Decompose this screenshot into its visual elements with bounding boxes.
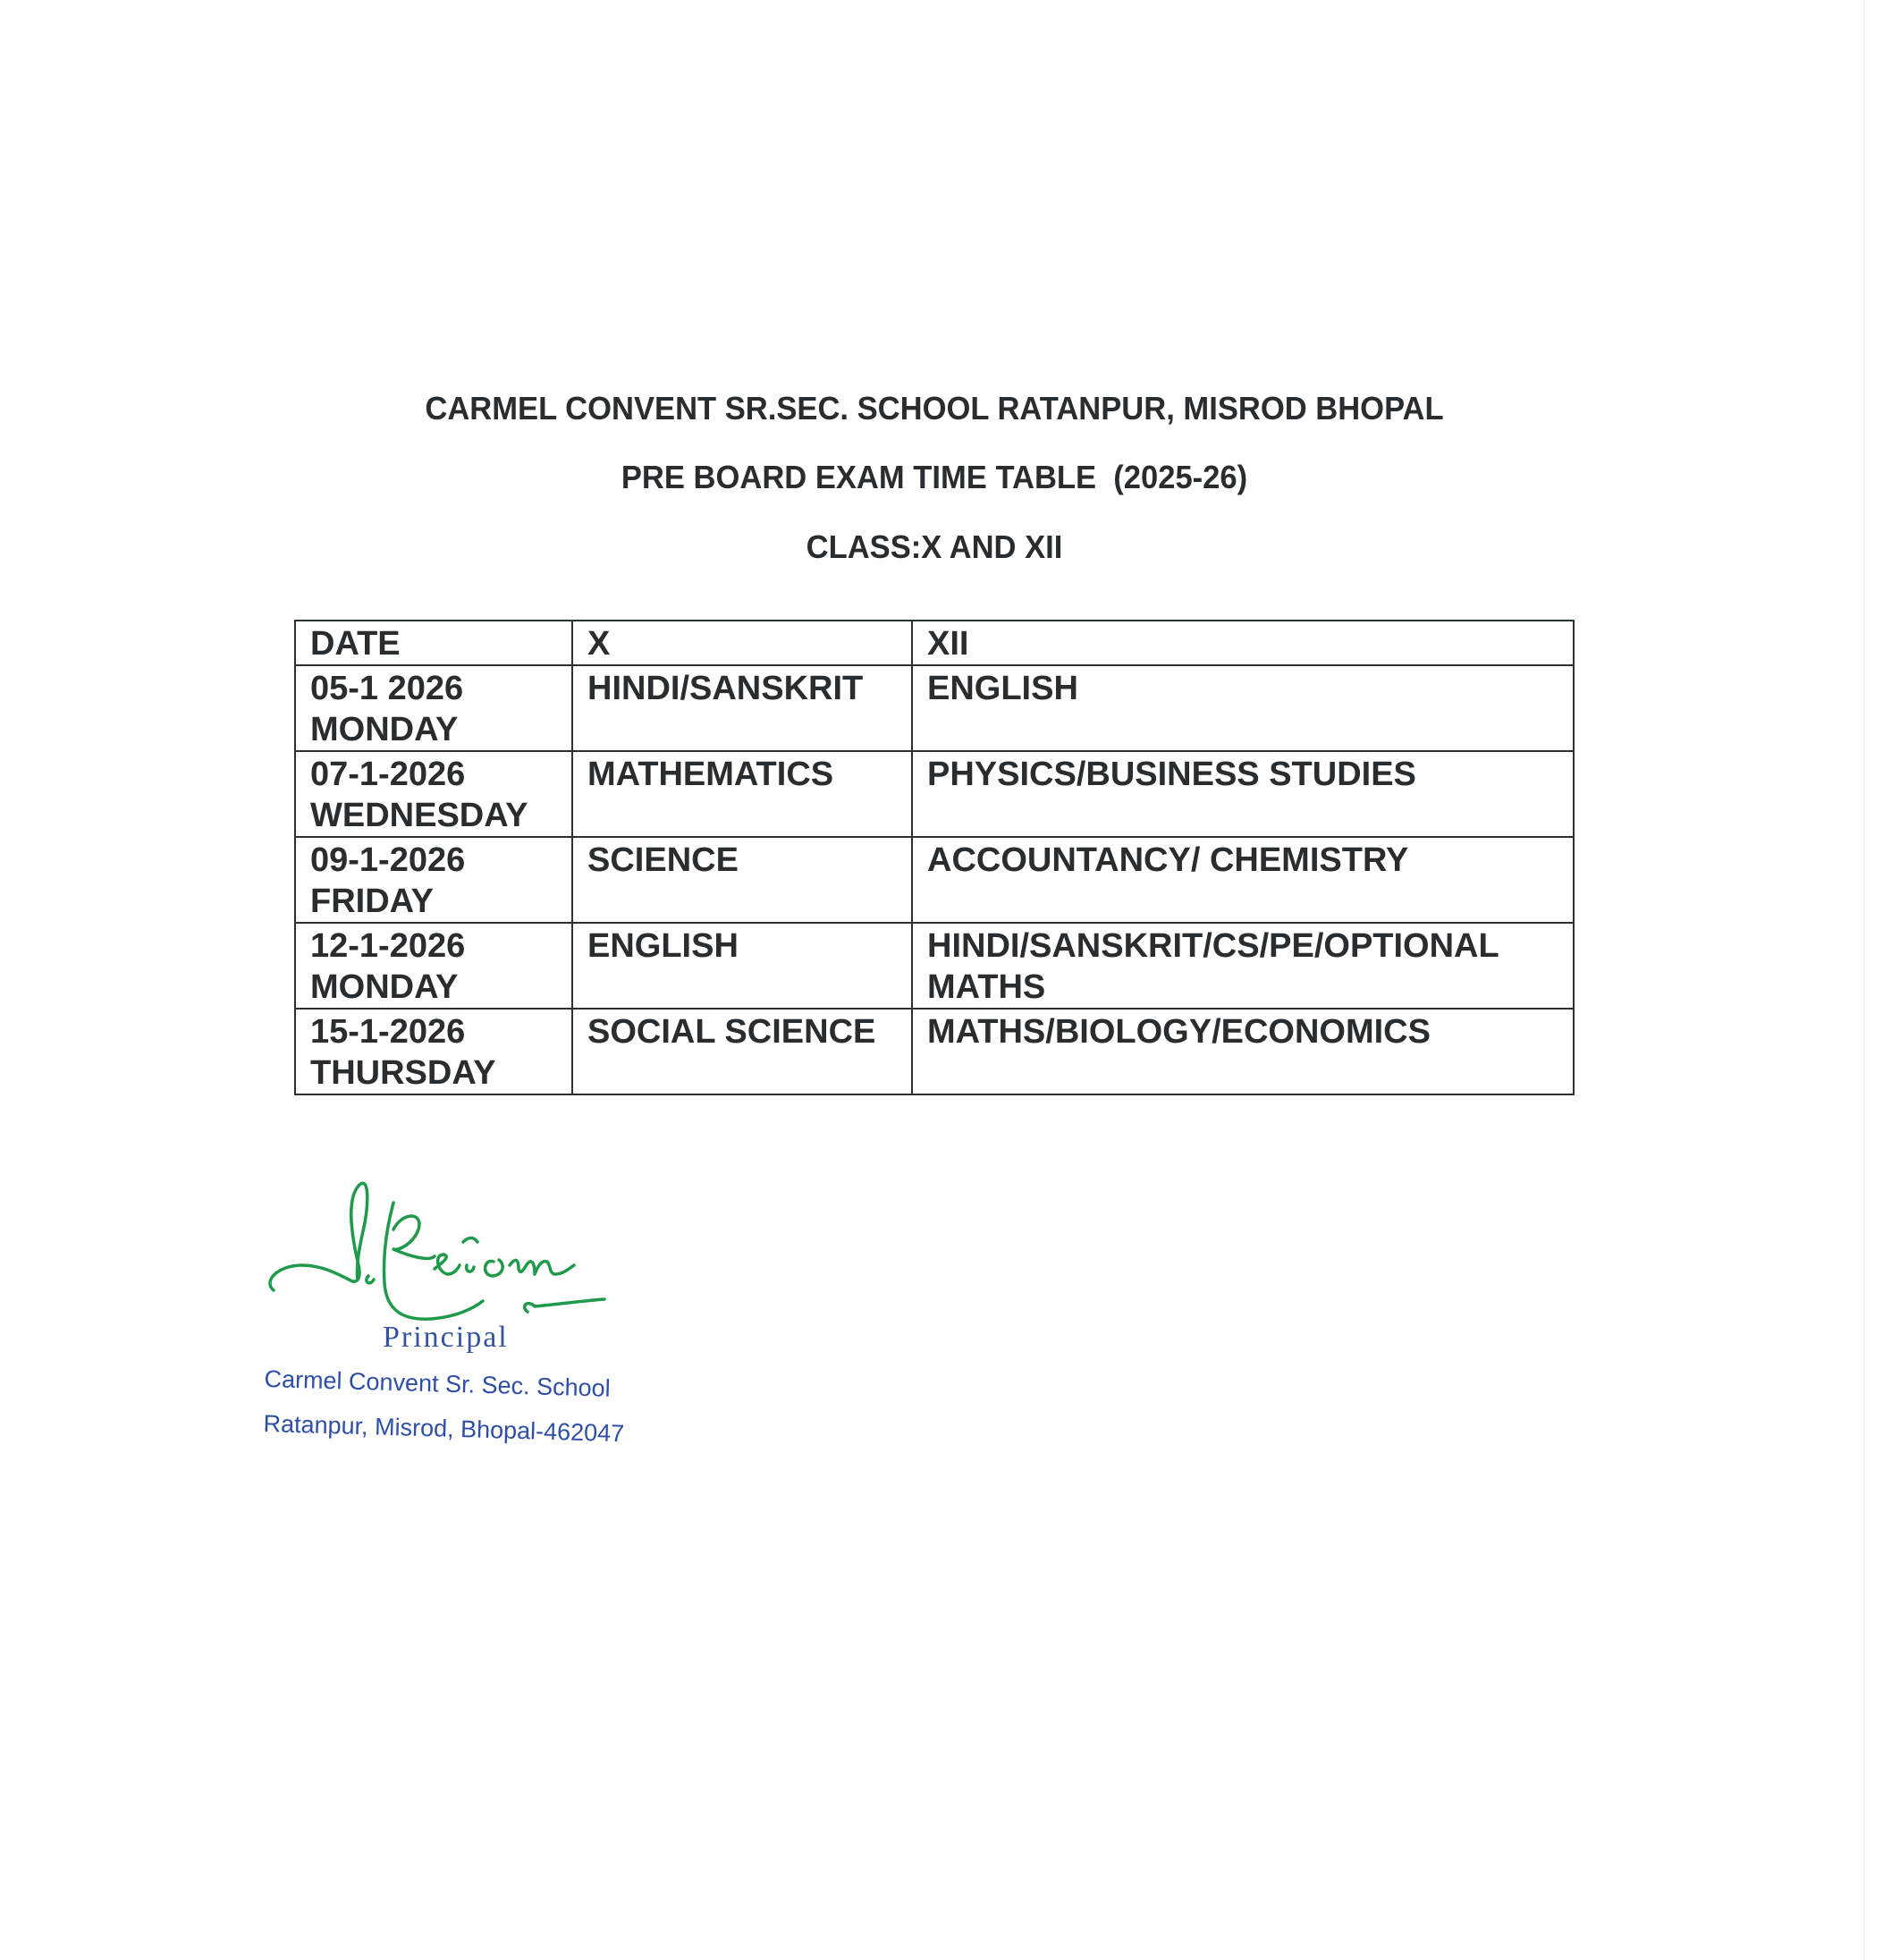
exam-date: 09-1-2026	[310, 841, 466, 879]
class-x-subject: SOCIAL SCIENCE	[572, 1009, 912, 1094]
class-xii-subject: MATHS/BIOLOGY/ECONOMICS	[927, 1013, 1431, 1051]
exam-day: THURSDAY	[310, 1054, 496, 1092]
stamp-address: Ratanpur, Misrod, Bhopal-462047	[263, 1410, 625, 1448]
school-name-heading: CARMEL CONVENT SR.SEC. SCHOOL RATANPUR, MISROD BHOPAL	[425, 390, 1444, 427]
class-x-subject: MATHEMATICS	[572, 751, 912, 837]
date-cell	[295, 923, 572, 1009]
class-xii-subject-cell	[912, 751, 1574, 837]
exam-day: FRIDAY	[310, 883, 434, 920]
class-x-subject: HINDI/SANSKRIT	[572, 665, 912, 751]
class-heading: CLASS:X AND XII	[806, 528, 1063, 565]
table-row	[295, 665, 1574, 751]
class-xii-subject: ACCOUNTANCY/ CHEMISTRY	[927, 841, 1409, 879]
class-xii-subject: ENGLISH	[927, 670, 1078, 707]
class-xii-subject-cell	[912, 923, 1574, 1009]
header-date: DATE	[295, 621, 572, 665]
header-class-xii: XII	[912, 621, 1574, 665]
class-xii-subject-cell	[912, 1009, 1574, 1094]
exam-title-heading: PRE BOARD EXAM TIME TABLE (2025-26)	[621, 459, 1248, 495]
class-xii-subject-cell	[912, 837, 1574, 923]
exam-day: MONDAY	[310, 711, 459, 748]
date-cell	[295, 665, 572, 751]
class-x-subject: SCIENCE	[572, 837, 912, 923]
table-header-row	[295, 621, 1574, 665]
date-cell	[295, 837, 572, 923]
class-xii-subject: PHYSICS/BUSINESS STUDIES	[927, 756, 1416, 793]
table-row	[295, 751, 1574, 837]
exam-date: 05-1 2026	[310, 670, 464, 707]
scan-edge-line	[1863, 0, 1865, 1960]
exam-date: 15-1-2026	[310, 1013, 466, 1051]
table-row	[295, 923, 1574, 1009]
class-x-subject: ENGLISH	[572, 923, 912, 1009]
table-row	[295, 1009, 1574, 1094]
exam-day: WEDNESDAY	[310, 797, 528, 834]
handwritten-signature	[259, 1176, 653, 1337]
stamp-school-name: Carmel Convent Sr. Sec. School	[264, 1365, 612, 1402]
stamp-designation: Principal	[383, 1321, 509, 1354]
date-cell	[295, 1009, 572, 1094]
class-xii-subject-cell	[912, 665, 1574, 751]
date-cell	[295, 751, 572, 837]
class-xii-subject-continued: MATHS	[927, 968, 1046, 1006]
exam-day: MONDAY	[310, 968, 459, 1006]
exam-timetable	[294, 620, 1575, 1095]
exam-date: 12-1-2026	[310, 927, 466, 965]
exam-date: 07-1-2026	[310, 756, 466, 793]
principal-signature-block	[259, 1176, 653, 1462]
table-row	[295, 837, 1574, 923]
header-class-x: X	[572, 621, 912, 665]
class-xii-subject: HINDI/SANSKRIT/CS/PE/OPTIONAL	[927, 927, 1499, 965]
